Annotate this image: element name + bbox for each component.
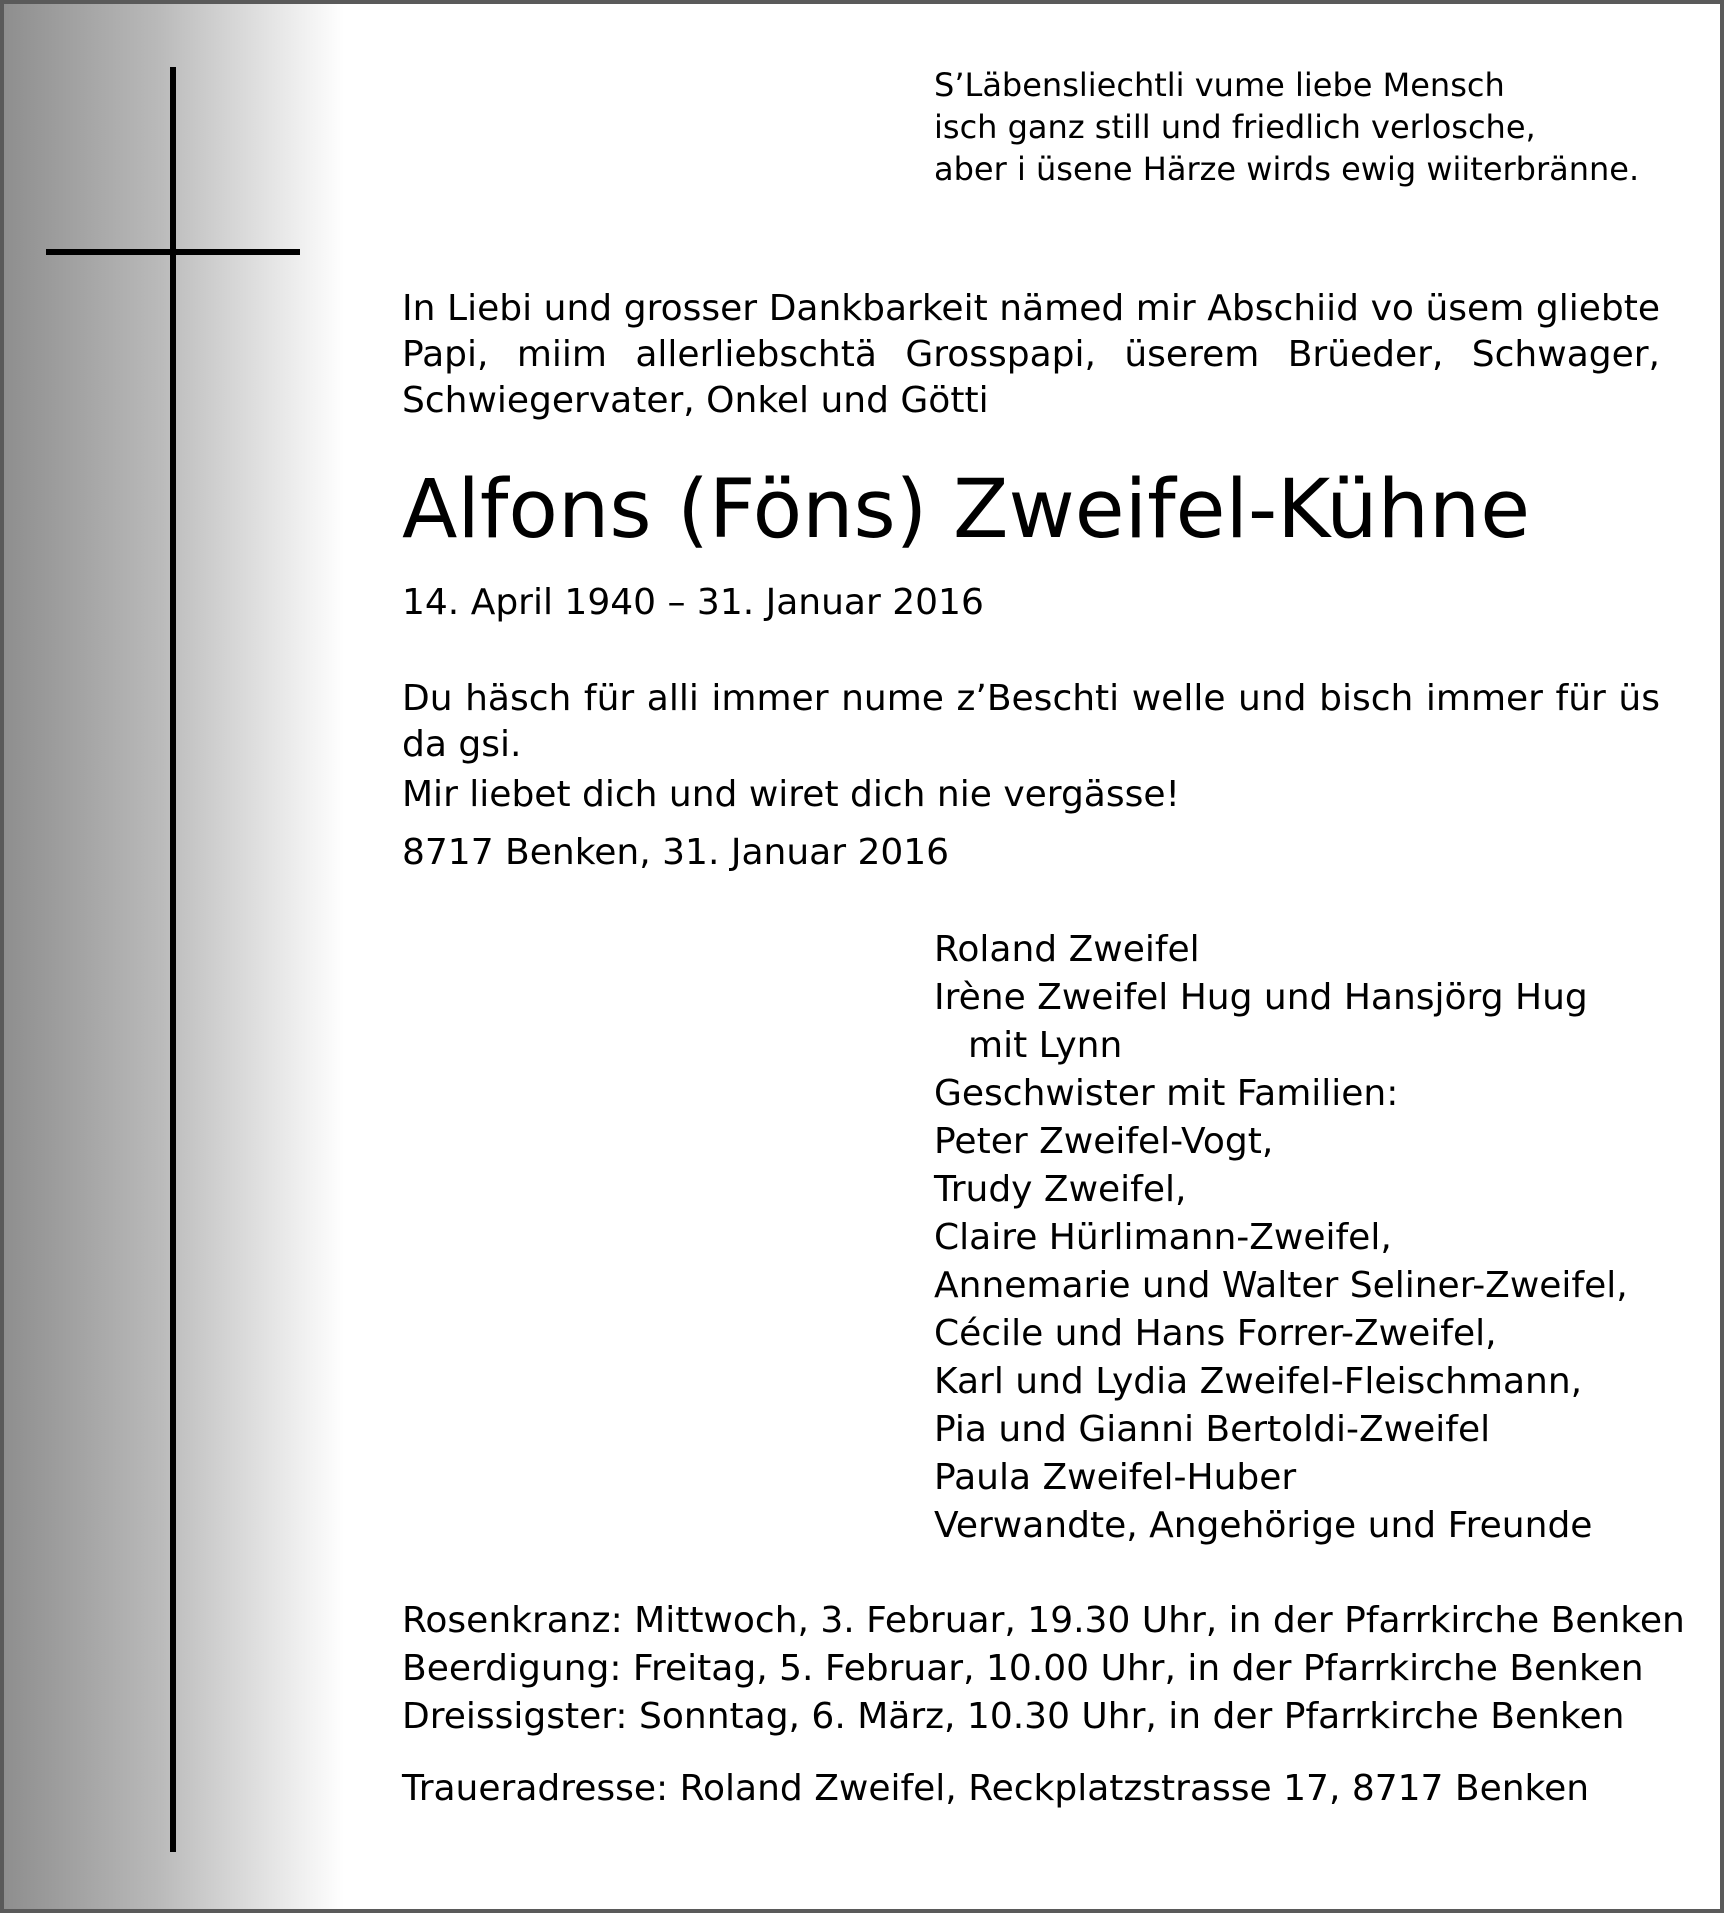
mourner-entry: Annemarie und Walter Seliner-Zweifel, bbox=[934, 1265, 1628, 1306]
mourner-entry: Pia und Gianni Bertoldi-Zweifel bbox=[934, 1409, 1491, 1450]
cross-horizontal-bar bbox=[46, 249, 300, 255]
service-schedule bbox=[402, 1597, 1685, 1741]
mourner-entry: Trudy Zweifel, bbox=[934, 1169, 1187, 1210]
mourning-address: Traueradresse: Roland Zweifel, Reckplatzstrasse 17, 8717 Benken bbox=[402, 1768, 1590, 1809]
motto-verse bbox=[934, 64, 1694, 190]
mourners-list bbox=[934, 926, 1694, 1550]
service-rosenkranz: Rosenkranz: Mittwoch, 3. Februar, 19.30 Uhr, in der Pfarrkirche Benken bbox=[402, 1600, 1685, 1641]
mourner-entry: Peter Zweifel-Vogt, bbox=[934, 1121, 1274, 1162]
motto-line: aber i üsene Härze wirds ewig wiiterbränne. bbox=[934, 150, 1640, 188]
service-beerdigung: Beerdigung: Freitag, 5. Februar, 10.00 Uhr, in der Pfarrkirche Benken bbox=[402, 1648, 1644, 1689]
life-dates: 14. April 1940 – 31. Januar 2016 bbox=[402, 582, 984, 623]
place-and-date: 8717 Benken, 31. Januar 2016 bbox=[402, 832, 950, 873]
mourner-entry: Cécile und Hans Forrer-Zweifel, bbox=[934, 1313, 1497, 1354]
mourner-entry: mit Lynn bbox=[968, 1025, 1123, 1066]
intro-paragraph: In Liebi und grosser Dankbarkeit nämed mir Abschiid vo üsem gliebte Papi, miim allerliebschtä Grosspapi, üserem Brüeder, Schwager, Schwiegervater, Onkel und Götti bbox=[402, 288, 1660, 421]
mourner-entry: Geschwister mit Familien: bbox=[934, 1073, 1399, 1114]
mourner-entry: Paula Zweifel-Huber bbox=[934, 1457, 1297, 1498]
farewell-message-line: Mir liebet dich und wiret dich nie vergässe! bbox=[402, 774, 1180, 815]
motto-line: isch ganz still und friedlich verlosche, bbox=[934, 108, 1536, 146]
mourner-entry: Claire Hürlimann-Zweifel, bbox=[934, 1217, 1392, 1258]
deceased-name: Alfons (Föns) Zweifel-Kühne bbox=[402, 463, 1531, 557]
motto-line: S’Läbensliechtli vume liebe Mensch bbox=[934, 66, 1505, 104]
mourner-entry: Karl und Lydia Zweifel-Fleischmann, bbox=[934, 1361, 1583, 1402]
cross-vertical-bar bbox=[170, 67, 176, 1852]
farewell-message: Du häsch für alli immer nume z’Beschti welle und bisch immer für üs da gsi. bbox=[402, 678, 1660, 765]
mourner-entry: Roland Zweifel bbox=[934, 929, 1200, 970]
mourner-entry: Verwandte, Angehörige und Freunde bbox=[934, 1505, 1593, 1546]
service-dreissigster: Dreissigster: Sonntag, 6. März, 10.30 Uhr, in der Pfarrkirche Benken bbox=[402, 1696, 1625, 1737]
mourner-entry: Irène Zweifel Hug und Hansjörg Hug bbox=[934, 977, 1588, 1018]
